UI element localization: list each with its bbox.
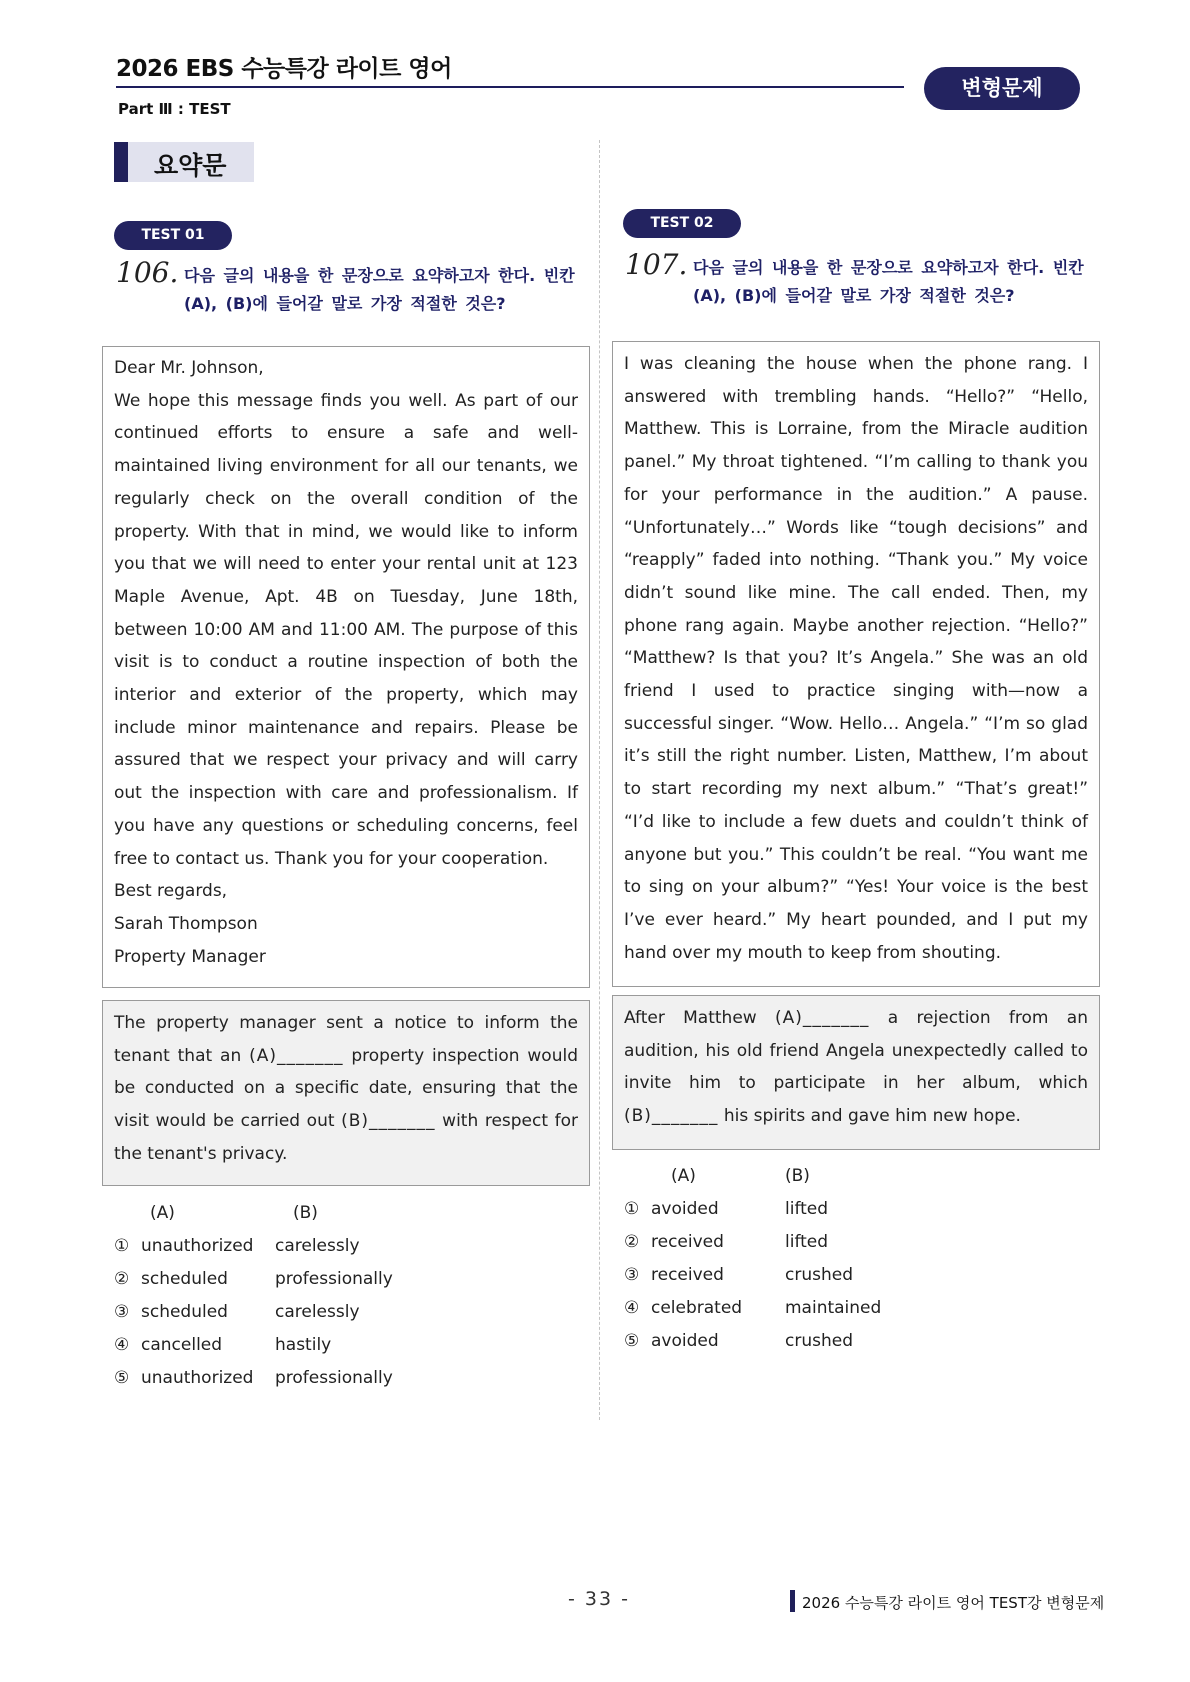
passage-107-box (612, 341, 1100, 987)
summary-106-blank-b: (B)_______ (341, 1111, 436, 1132)
section-title: 요약문 (154, 151, 227, 180)
passage-106-signer-name: Sarah Thompson (114, 913, 258, 934)
option-106-5-a: unauthorized (141, 1368, 254, 1388)
part-label: Part Ⅲ : TEST (118, 100, 231, 118)
summary-107-box (612, 995, 1100, 1150)
document-title: 2026 EBS 수능특강 라이트 영어 (116, 56, 452, 82)
variant-badge: 변형문제 (924, 67, 1080, 110)
passage-106-signer-role: Property Manager (114, 946, 266, 967)
option-106-4-num: ④ (114, 1335, 130, 1355)
summary-106-box (102, 1000, 590, 1186)
option-107-4-b: maintained (785, 1298, 882, 1318)
passage-106-closing: Best regards, (114, 881, 228, 902)
summary-106-blank-a: (A)_______ (249, 1045, 344, 1066)
column-divider (599, 140, 600, 1420)
summary-106-text-2: property inspection would be conducted on a specific date, ensuring that the visit would be carried out (114, 1045, 578, 1132)
option-107-2-b: lifted (785, 1232, 829, 1252)
footer-text: 2026 수능특강 라이트 영어 TEST강 변형문제 (802, 1594, 1105, 1612)
option-107-4-a: celebrated (651, 1298, 743, 1318)
passage-107: I was cleaning the house when the phone rang. I answered with trembling hands. “Hello?” “Hello, Matthew. This is Lorraine, from the Miracle audition panel.” My throat tightened. “I’m calling to thank you for your performance in the audition.” A pause. “Unfortunately…” Words like “tough decisions” and “reapply” faded into nothing. “Thank you.” My voice didn’t sound like mine. The call ended. Then, my phone rang again. Maybe another rejection. “Hello?” “Matthew? Is that you? It’s Angela.” She was an old friend I used to practice singing with—now a successful singer. “Wow. Hello… Angela.” “I’m so glad it’s still the right number. Listen, Matthew, I’m about to start recording my next album.” “That’s great!” “I’d like to include a few duets and couldn’t think of anyone but you.” This couldn’t be real. “You want me to sing on your album?” “Yes! Your voice is the best I’ve ever heard.” My heart pounded, and I put my hand over my mouth to keep from shouting. (624, 354, 1088, 963)
option-107-1-b: lifted (785, 1199, 829, 1219)
option-107-5-num: ⑤ (624, 1331, 640, 1351)
option-106-5-num: ⑤ (114, 1368, 130, 1388)
passage-106-body: We hope this message finds you well. As part of our continued efforts to ensure a safe and well-maintained living environment for all our tenants, we regularly check on the overall condition of the property. With that in mind, we would like to inform you that we will need to enter your rental unit at 123 Maple Avenue, Apt. 4B on Tuesday, June 18th, between 10:00 AM and 11:00 AM. The purpose of this visit is to conduct a routine inspection of both the interior and exterior of the property, which may include minor maintenance and repairs. Please be assured that we respect your privacy and will carry out the inspection with care and professionalism. If you have any questions or scheduling concerns, feel free to contact us. Thank you for your cooperation. (114, 390, 578, 869)
option-107-1-num: ① (624, 1199, 640, 1219)
option-107-2-num: ② (624, 1232, 640, 1252)
question-107-line1: 다음 글의 내용을 한 문장으로 요약하고자 한다. 빈칸 (693, 258, 1084, 277)
question-106-line1: 다음 글의 내용을 한 문장으로 요약하고자 한다. 빈칸 (184, 266, 575, 285)
summary-107-blank-a: (A)_______ (775, 1008, 870, 1028)
question-106-number: 106. (116, 256, 179, 289)
option-106-3-b: carelessly (275, 1302, 360, 1322)
summary-107 (624, 1002, 1088, 1133)
summary-107-blank-b: (B)_______ (624, 1106, 719, 1127)
option-107-1-a: avoided (651, 1199, 719, 1219)
option-106-4-b: hastily (275, 1335, 332, 1355)
options-107-header-b: (B) (785, 1166, 810, 1186)
option-107-2-a: received (651, 1232, 724, 1252)
options-107-header-a: (A) (671, 1166, 696, 1186)
option-106-2-b: professionally (275, 1269, 393, 1289)
header-rule (116, 86, 904, 88)
footer-marker (790, 1590, 795, 1612)
option-107-5-a: avoided (651, 1331, 719, 1351)
option-106-5-b: professionally (275, 1368, 393, 1388)
option-107-3-b: crushed (785, 1265, 853, 1285)
option-106-3-num: ③ (114, 1302, 130, 1322)
test-01-pill: TEST 01 (114, 221, 232, 250)
test-02-pill: TEST 02 (623, 209, 741, 238)
option-106-1-a: unauthorized (141, 1236, 254, 1256)
option-106-2-num: ② (114, 1269, 130, 1289)
section-marker (114, 142, 128, 182)
summary-106-text-1: The property manager sent a notice to inform the tenant that an (114, 1013, 578, 1066)
summary-107-text-2: a rejection from an audition, his old friend Angela unexpectedly called to invite him to participate in her album, which (624, 1008, 1088, 1094)
option-106-2-a: scheduled (141, 1269, 228, 1289)
summary-107-text-3: his spirits and gave him new hope. (718, 1106, 1021, 1127)
passage-106-greeting: Dear Mr. Johnson, (114, 358, 264, 378)
summary-106-text-3: with respect for the tenant's privacy. (114, 1111, 578, 1164)
summary-106 (114, 1007, 578, 1171)
summary-107-text-1: After Matthew (624, 1008, 775, 1028)
option-107-4-num: ④ (624, 1298, 640, 1318)
question-107-number: 107. (625, 248, 688, 281)
option-107-5-b: crushed (785, 1331, 853, 1351)
question-106-line2: (A), (B)에 들어갈 말로 가장 적절한 것은? (184, 294, 506, 313)
option-107-3-a: received (651, 1265, 724, 1285)
options-106-header-b: (B) (293, 1203, 318, 1223)
passage-106 (114, 352, 578, 973)
passage-106-box (102, 346, 590, 988)
question-107-line2: (A), (B)에 들어갈 말로 가장 적절한 것은? (693, 286, 1015, 305)
options-106-header-a: (A) (150, 1203, 175, 1223)
option-106-1-num: ① (114, 1236, 130, 1256)
option-106-1-b: carelessly (275, 1236, 360, 1256)
option-106-3-a: scheduled (141, 1302, 228, 1322)
option-106-4-a: cancelled (141, 1335, 223, 1355)
option-107-3-num: ③ (624, 1265, 640, 1285)
page-number: - 33 - (568, 1588, 630, 1610)
